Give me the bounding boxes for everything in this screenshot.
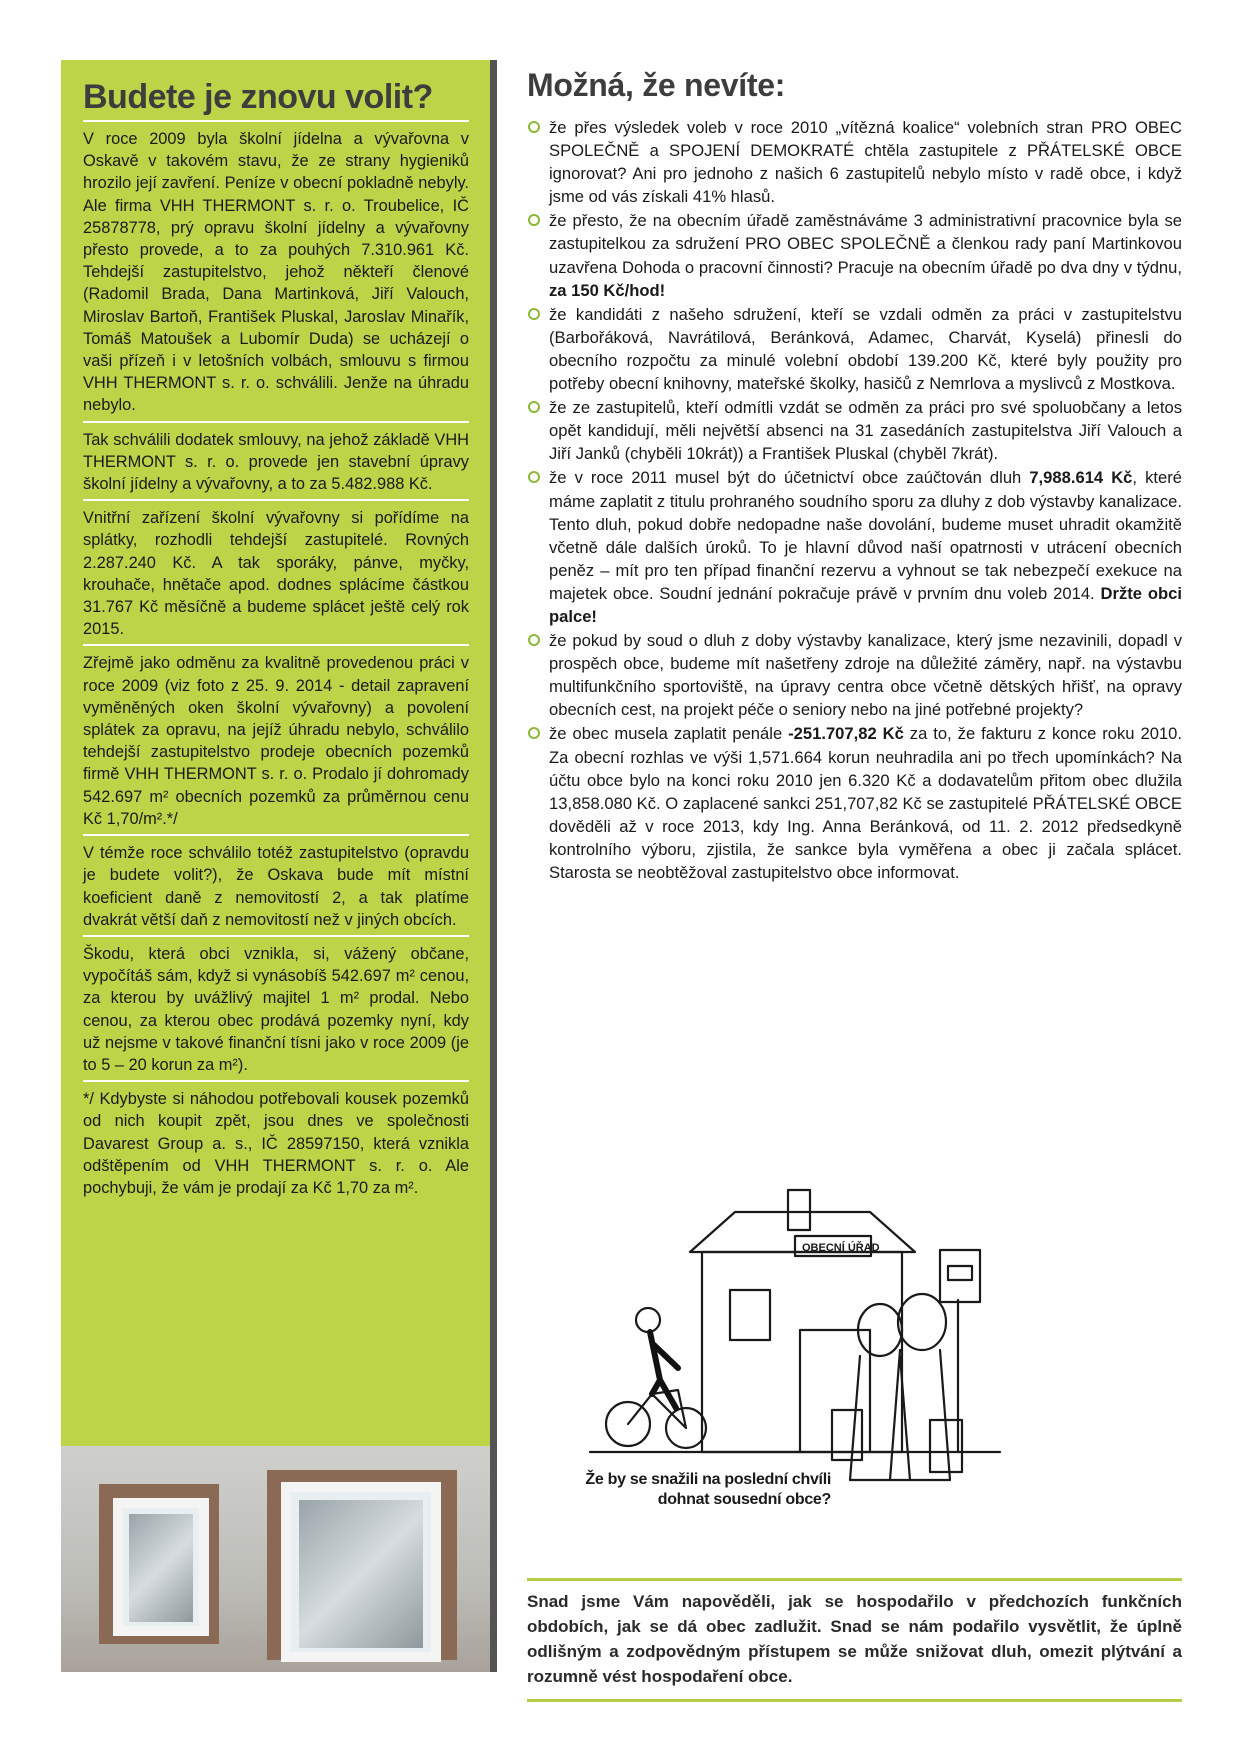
left-paragraph: */ Kdybyste si náhodou potřebovali kousek pozemků od nich koupit zpět, jsou dnes ve společnosti Davarest Group a. s., IČ 28597150, která vznikla odštěpením od VHH THERMONT s. r. o. Ale pochybuji, že vám je prodají za Kč 1,70 za m². — [83, 1090, 469, 1197]
photo-window-left — [113, 1498, 209, 1636]
caption-line: Že by se snažili na poslední chvíli — [585, 1471, 831, 1488]
fact-item: že pokud by soud o dluh z doby výstavby kanalizace, který jsme nezavinili, dopadl v prospěch obce, budeme mít našetřeny zdroje na důležité záměry, např. na výstavbu multifunkčního sportoviště, na úpravy centra obce včetně dětských hřišť, na opravy obecních cest, na projekt péče o seniory nebo na jiné potřebné projekty? — [527, 629, 1182, 721]
bullet-circle-icon — [528, 401, 540, 413]
cartoon-caption — [541, 1470, 831, 1510]
woman-head-right — [898, 1294, 946, 1350]
left-paragraph: V roce 2009 byla školní jídelna a vývařovna v Oskavě v takovém stavu, že ze strany hygieniků hrozilo její zavření. Peníze v obecní pokladně nebyly. Ale firma VHH THERMONT s. r. o. Troubelice, IČ 25878778, prý opravu školní jídelny a vývařovny přesto provede, a to za pouhých 7.310.961 Kč. Tehdejší zastupitelstvo, jehož někteří členové (Radomil Brada, Dana Martinková, Jiří Valouch, Miroslav Bartoň, František Pluskal, Jaroslav Minařík, Tomáš Matoušek a Lubomír Duda) se ucházejí o vaši přízeň i v letošních volbách, smlouvu s firmou VHH THERMONT s. r. o. schválili. Jenže na úhradu nebylo. — [83, 128, 469, 423]
photo-window-right — [281, 1482, 441, 1662]
cyclist-head — [636, 1308, 660, 1332]
left-column-text — [83, 78, 469, 1209]
bullet-circle-icon — [528, 471, 540, 483]
window-shape — [730, 1290, 770, 1340]
bus-stop-sign — [940, 1250, 980, 1302]
left-paragraph: V témže roce schválilo totéž zastupitelstvo (opravdu je budete volit?), že Oskava bude mít místní koeficient daně z nemovitostí 2, a tak platíme dvakrát větší daň z nemovitostí než v jiných obcích. — [83, 842, 469, 937]
caption-line: dohnat sousední obce? — [657, 1491, 831, 1508]
town-hall-cartoon — [570, 1180, 1010, 1510]
school-kitchen-windows-photo — [61, 1446, 490, 1672]
fact-item: že ze zastupitelů, kteří odmítli vzdát se odměn za práci pro své spoluobčany a letos opět kandidují, měli největší absenci na 31 zasedáních zastupitelstva Jiří Valouch a Jiří Janků (chyběli 10krát)) a František Pluskal (chyběl 7krát). — [527, 396, 1182, 465]
left-paragraph: Tak schválili dodatek smlouvy, na jehož základě VHH THERMONT s. r. o. provede jen stavební úpravy školní jídelny a vývařovny, a to za 5.482.988 Kč. — [83, 429, 469, 502]
bullet-circle-icon — [528, 727, 540, 739]
fact-item: že kandidáti z našeho sdružení, kteří se vzdali odměn za práci v zastupitelstvu (Barbořáková, Navrátilová, Beránková, Adamec, Charvát, Kyselá) přinesli do obecního rozpočtu za minulé volební období 139.200 Kč, které byly použity pro potřeby obecní knihovny, mateřské školky, hasičů z Nemrlova a myslivců z Mostkova. — [527, 303, 1182, 395]
fact-item: že v roce 2011 musel být do účetnictví obce zaúčtován dluh 7,988.614 Kč, které máme zaplatit z titulu prohraného soudního sporu za dluhy z dob výstavby kanalizace. Tento dluh, pokud dobře nedopadne naše dovolání, budeme muset uhradit okamžitě včetně dále dalších úroků. To je hlavní důvod naší opatrnosti v utrácení obecních peněz – mít pro ten případ finanční rezervu a vyhnout se tak nebezpečí exekuce na majetek obce. Soudní jednání pokračuje právě v prvním dnu voleb 2014. Držte obci palce! — [527, 466, 1182, 628]
left-paragraph: Vnitřní zařízení školní vývařovny si pořídíme na splátky, rozhodli tehdejší zastupitelé. Rovných 2.287.240 Kč. A tak sporáky, pánve, myčky, krouhače, hnětače apod. dodnes splácíme částkou 31.767 Kč měsíčně a budeme splácet ještě celý rok 2015. — [83, 507, 469, 646]
right-title: Možná, že nevíte: — [527, 67, 786, 103]
bullet-circle-icon — [528, 121, 540, 133]
closing-statement — [527, 1578, 1182, 1702]
left-paragraph: Zřejmě jako odměnu za kvalitně provedenou práci v roce 2009 (viz foto z 25. 9. 2014 - detail zapravení vyměněných oken školní vývařovny) a povolení splátek za opravu, na jejíž úhradu nebylo, schválilo tehdejší zastupitelstvo prodeje obecních pozemků firmě VHH THERMONT s. r. o. Prodalo jí dohromady 542.697 m² obecních pozemků za průměrnou cenu Kč 1,70/m².*/ — [83, 652, 469, 836]
bus-icon — [948, 1266, 972, 1280]
office-sign-text: OBECNÍ ÚŘAD — [802, 1242, 880, 1254]
left-paragraph: Škodu, která obci vznikla, si, vážený občane, vypočítáš sám, když si vynásobíš 542.697 m² cenou, za kterou by uvážlivý majitel 1 m² prodal. Nebo cenou, za kterou obec prodává pozemky nyní, kdy už nejsme v takové finanční tísni jako v roce 2009 (je to 5 – 20 korun za m²). — [83, 943, 469, 1082]
door-shape — [800, 1330, 870, 1452]
fact-item: že přes výsledek voleb v roce 2010 „vítězná koalice“ volebních stran PRO OBEC SPOLEČNĚ a SPOJENÍ DEMOKRATÉ chtěla zastupitele z PŘÁTELSKÉ OBCE ignorovat? Ani pro jednoho z našich 6 zastupitelů nebylo místo v radě obce, i když jsme od vás získali 41% hlasů. — [527, 116, 1182, 208]
left-paragraphs — [83, 128, 469, 1203]
bullet-circle-icon — [528, 308, 540, 320]
bullet-circle-icon — [528, 214, 540, 226]
building-shape — [702, 1252, 902, 1452]
fact-item: že obec musela zaplatit penále -251.707,82 Kč za to, že fakturu z konce roku 2010. Za obecní rozhlas ve výši 1,571.664 korun neuhradila ani po třech upomínkách? Na účtu obce bylo na konci roku 2010 jen 6.320 Kč a dodavatelům přitom obec dlužila 13,858.080 Kč. O zaplacené sankci 251,707,82 Kč se zastupitelé PŘÁTELSKÉ OBCE dověděli až v roce 2013, kdy Ing. Anna Beránková, od 11. 2. 2012 předsedkyně kontrolního výboru, zjistila, že sankce byla vyměřena a obec ji začala splácet. Starosta se neobtěžoval zastupitelstvo obce informovat. — [527, 722, 1182, 884]
left-column-panel — [61, 60, 497, 1672]
bullet-circle-icon — [528, 634, 540, 646]
facts-list — [527, 116, 1182, 884]
left-title: Budete je znovu volit? — [83, 78, 469, 122]
closing-text: Snad jsme Vám napověděli, jak se hospodařilo v předchozích funkčních obdobích, jak se dá obec zadlužit. Snad se nám podařilo vysvětlit, že úplně odlišným a zodpovědným přístupem se může snižovat dluh, omezit plýtvání a rozumně vést hospodaření obce. — [527, 1592, 1182, 1686]
fact-item: že přesto, že na obecním úřadě zaměstnáváme 3 administrativní pracovnice byla se zastupitelkou za sdružení PRO OBEC SPOLEČNĚ a členkou rady paní Martinkovou uzavřena Dohoda o pracovní činnosti? Pracuje na obecním úřadě po dva dny v týdnu, za 150 Kč/hod! — [527, 209, 1182, 301]
right-column — [527, 66, 1182, 885]
chimney-shape — [788, 1190, 810, 1230]
